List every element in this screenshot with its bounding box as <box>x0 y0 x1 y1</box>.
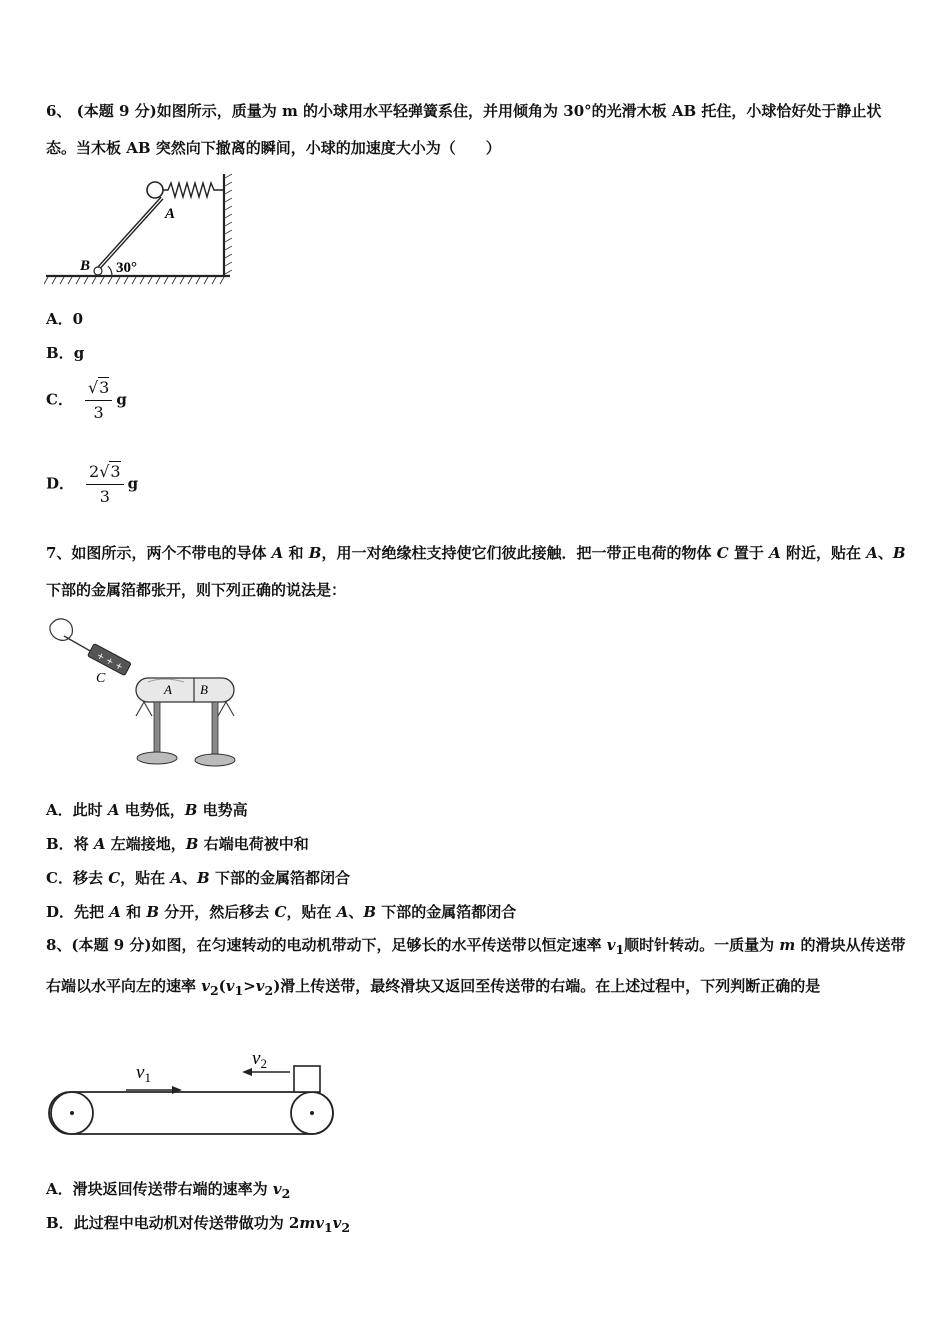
q8-option-a[interactable]: A．滑块返回传送带右端的速率为 $v_2$ <box>46 1180 291 1201</box>
fraction-d: $\frac{2√3}{3}$ <box>86 460 124 509</box>
q7-option-a[interactable]: A．此时 A 电势低，B 电势高 <box>46 801 248 819</box>
conductor-body <box>136 678 234 702</box>
label-b: B <box>80 258 91 274</box>
q6-option-a[interactable]: A．0 <box>46 310 84 328</box>
label-c: C <box>96 671 106 686</box>
ground-hatching <box>44 277 224 284</box>
q6-option-c[interactable]: C． $\frac{√3}{3}$ g <box>46 376 127 425</box>
foil-leaves <box>136 702 234 716</box>
insulating-stand-right <box>195 702 235 766</box>
q6-option-b[interactable]: B．g <box>46 344 85 362</box>
angle-arc <box>108 266 112 276</box>
slider-block <box>294 1066 320 1092</box>
wall <box>224 174 232 276</box>
figure-q6-spring-incline <box>44 170 236 288</box>
svg-text:+ + +: + + + <box>94 650 125 673</box>
q7-option-c[interactable]: C．移去 C，贴在 A、B 下部的金属箔都闭合 <box>46 869 350 887</box>
label-v2: $v_2$ <box>252 1048 267 1071</box>
q7-option-d[interactable]: D．先把 A 和 B 分开，然后移去 C，贴在 A、B 下部的金属箔都闭合 <box>46 903 517 921</box>
q6-option-d[interactable]: D． $\frac{2√3}{3}$ g <box>46 460 138 509</box>
question-7-text: 7、如图所示，两个不带电的导体 A 和 B，用一对绝缘柱支持使它们彼此接触．把一带正电荷的物体 C 置于 A 附近，贴在 A、B 下部的金属箔都张开，则下列正确的说法是： <box>46 544 906 599</box>
label-b: B <box>200 682 208 697</box>
q8-option-b[interactable]: B．此过程中电动机对传送带做功为 $2mv_1v_2$ <box>46 1214 351 1235</box>
label-v1: $v_1$ <box>136 1062 151 1085</box>
insulating-stand-left <box>137 702 177 764</box>
label-a: A <box>165 206 176 222</box>
question-8-text: 8、(本题 9 分)如图，在匀速转动的电动机带动下，足够长的水平传送带以恒定速率 $v_1$顺时针转动。一质量为 m 的滑块从传送带右端以水平向左的速率 $v_2(v_1>v_2)$滑上传送带，最终滑块又返回至传送带的右端。在上述过程中，下列判断正确的是 <box>46 936 906 998</box>
question-6-text: 6、 (本题 9 分)如图所示，质量为 m 的小球用水平轻弹簧系住，并用倾角为 30°的光滑木板 AB 托住，小球恰好处于静止状态。当木板 AB 突然向下撤离的瞬间，小球的加速度大小为（ ） <box>46 102 882 157</box>
fraction-c: $\frac{√3}{3}$ <box>85 376 112 425</box>
label-a: A <box>164 682 172 697</box>
ball <box>147 182 163 198</box>
charged-rod-c <box>88 644 132 676</box>
spring <box>163 183 224 197</box>
figure-q7-conductors <box>44 612 244 774</box>
hand <box>50 619 72 641</box>
label-angle: 30° <box>116 260 137 276</box>
hinge <box>94 267 102 275</box>
figure-q8-conveyor-belt <box>46 1046 340 1142</box>
q7-option-b[interactable]: B．将 A 左端接地，B 右端电荷被中和 <box>46 835 309 853</box>
